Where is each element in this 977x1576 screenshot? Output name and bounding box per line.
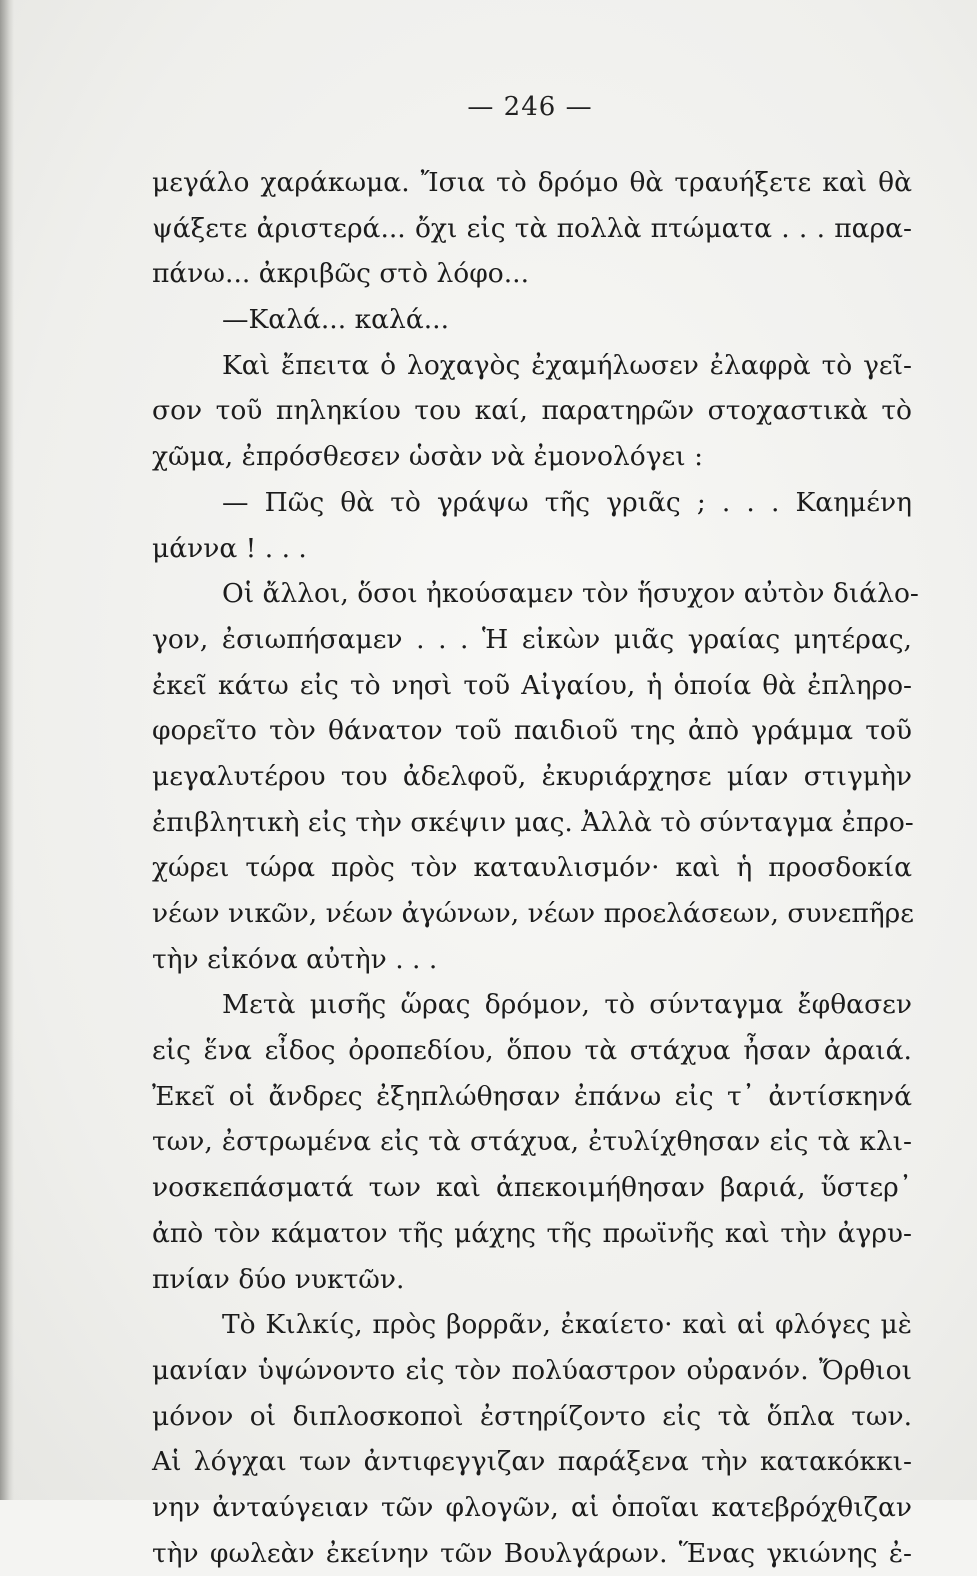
text-line: γον, ἐσιωπήσαμεν . . . Ἡ εἰκὼν μιᾶς γραίας μητέρας, [152,623,912,655]
text-line: χῶμα, ἐπρόσθεσεν ὡσὰν νὰ ἐμονολόγει : [152,441,704,473]
text-line: των, ἐστρωμένα εἰς τὰ στάχυα, ἐτυλίχθησαν εἰς τὰ κλι- [152,1126,912,1158]
text-line: Καὶ ἔπειτα ὁ λοχαγὸς ἐχαμήλωσεν ἐλαφρὰ τὸ γεῖ- [222,349,912,381]
text-line: νην ἀνταύγειαν τῶν φλογῶν, αἱ ὁποῖαι κατεβρόχθιζαν [152,1491,912,1523]
text-line: πάνω... ἀκριβῶς στὸ λόφο... [152,258,530,290]
text-line: ἐπιβλητικὴ εἰς τὴν σκέψιν μας. Ἀλλὰ τὸ σύνταγμα ἐπρο- [152,806,914,838]
text-line: τὴν εἰκόνα αὐτὴν . . . [152,943,438,975]
page-number: — 246 — [467,92,593,122]
text-line: φορεῖτο τὸν θάνατον τοῦ παιδιοῦ της ἀπὸ γράμμα τοῦ [152,715,912,747]
text-line: μανίαν ὑψώνοντο εἰς τὸν πολύαστρον οὐρανόν. Ὄρθιοι [152,1354,912,1386]
text-line: πνίαν δύο νυκτῶν. [152,1263,405,1295]
text-line: —Καλά... καλά... [222,304,449,336]
text-line: μάννα ! . . . [152,532,307,564]
text-line: Οἱ ἄλλοι, ὅσοι ἠκούσαμεν τὸν ἥσυχον αὐτὸν διάλο- [222,578,919,610]
text-line: μεγάλο χαράκωμα. Ἴσια τὸ δρόμο θὰ τραυήξετε καὶ θὰ [152,167,912,198]
text-line: ἐκεῖ κάτω εἰς τὸ νησὶ τοῦ Αἰγαίου, ἡ ὁποία θὰ ἐπληρο- [152,669,912,701]
text-line: νέων νικῶν, νέων ἀγώνων, νέων προελάσεων, συνεπῆρε [152,898,914,929]
text-line: σον τοῦ πηληκίου του καί, παρατηρῶν στοχαστικὰ τὸ [152,395,912,427]
text-line: — Πῶς θὰ τὸ γράψω τῆς γριᾶς ; . . . Καημένη [222,486,912,518]
text-line: μόνον οἱ διπλοσκοποὶ ἐστηρίζοντο εἰς τὰ ὅπλα των. [152,1400,912,1432]
text-line: Αἱ λόγχαι των ἀντιφεγγιζαν παράξενα τὴν κατακόκκι- [152,1446,912,1478]
body-text [152,160,919,1576]
text-line: μεγαλυτέρου του ἀδελφοῦ, ἐκυριάρχησε μίαν στιγμὴν [152,760,912,792]
text-line: ἀπὸ τὸν κάματον τῆς μάχης τῆς πρωϊνῆς καὶ τὴν ἀγρυ- [152,1217,912,1249]
text-line: Μετὰ μισῆς ὥρας δρόμον, τὸ σύνταγμα ἔφθασεν [222,989,912,1021]
text-line: εἰς ἕνα εἶδος ὀροπεδίου, ὅπου τὰ στάχυα ἦσαν ἀραιά. [152,1035,912,1067]
text-line: ψάξετε ἀριστερά... ὄχι εἰς τὰ πολλὰ πτώματα . . . παρα- [152,212,912,244]
page-edge-shadow [0,0,14,1500]
text-line: τὴν φωλεὰν ἐκείνην τῶν Βουλγάρων. Ἕνας γκιώνης ἐ- [152,1537,912,1569]
text-line: Τὸ Κιλκίς, πρὸς βορρᾶν, ἐκαίετο· καὶ αἱ φλόγες μὲ [222,1309,912,1341]
text-line: νοσκεπάσματά των καὶ ἀπεκοιμήθησαν βαριά, ὕστερ᾽ [152,1172,912,1204]
text-line: χώρει τώρα πρὸς τὸν καταυλισμόν· καὶ ἡ προσδοκία [152,852,912,884]
text-line: Ἐκεῖ οἱ ἄνδρες ἐξηπλώθησαν ἐπάνω εἰς τ᾽ ἀντίσκηνά [152,1080,912,1112]
